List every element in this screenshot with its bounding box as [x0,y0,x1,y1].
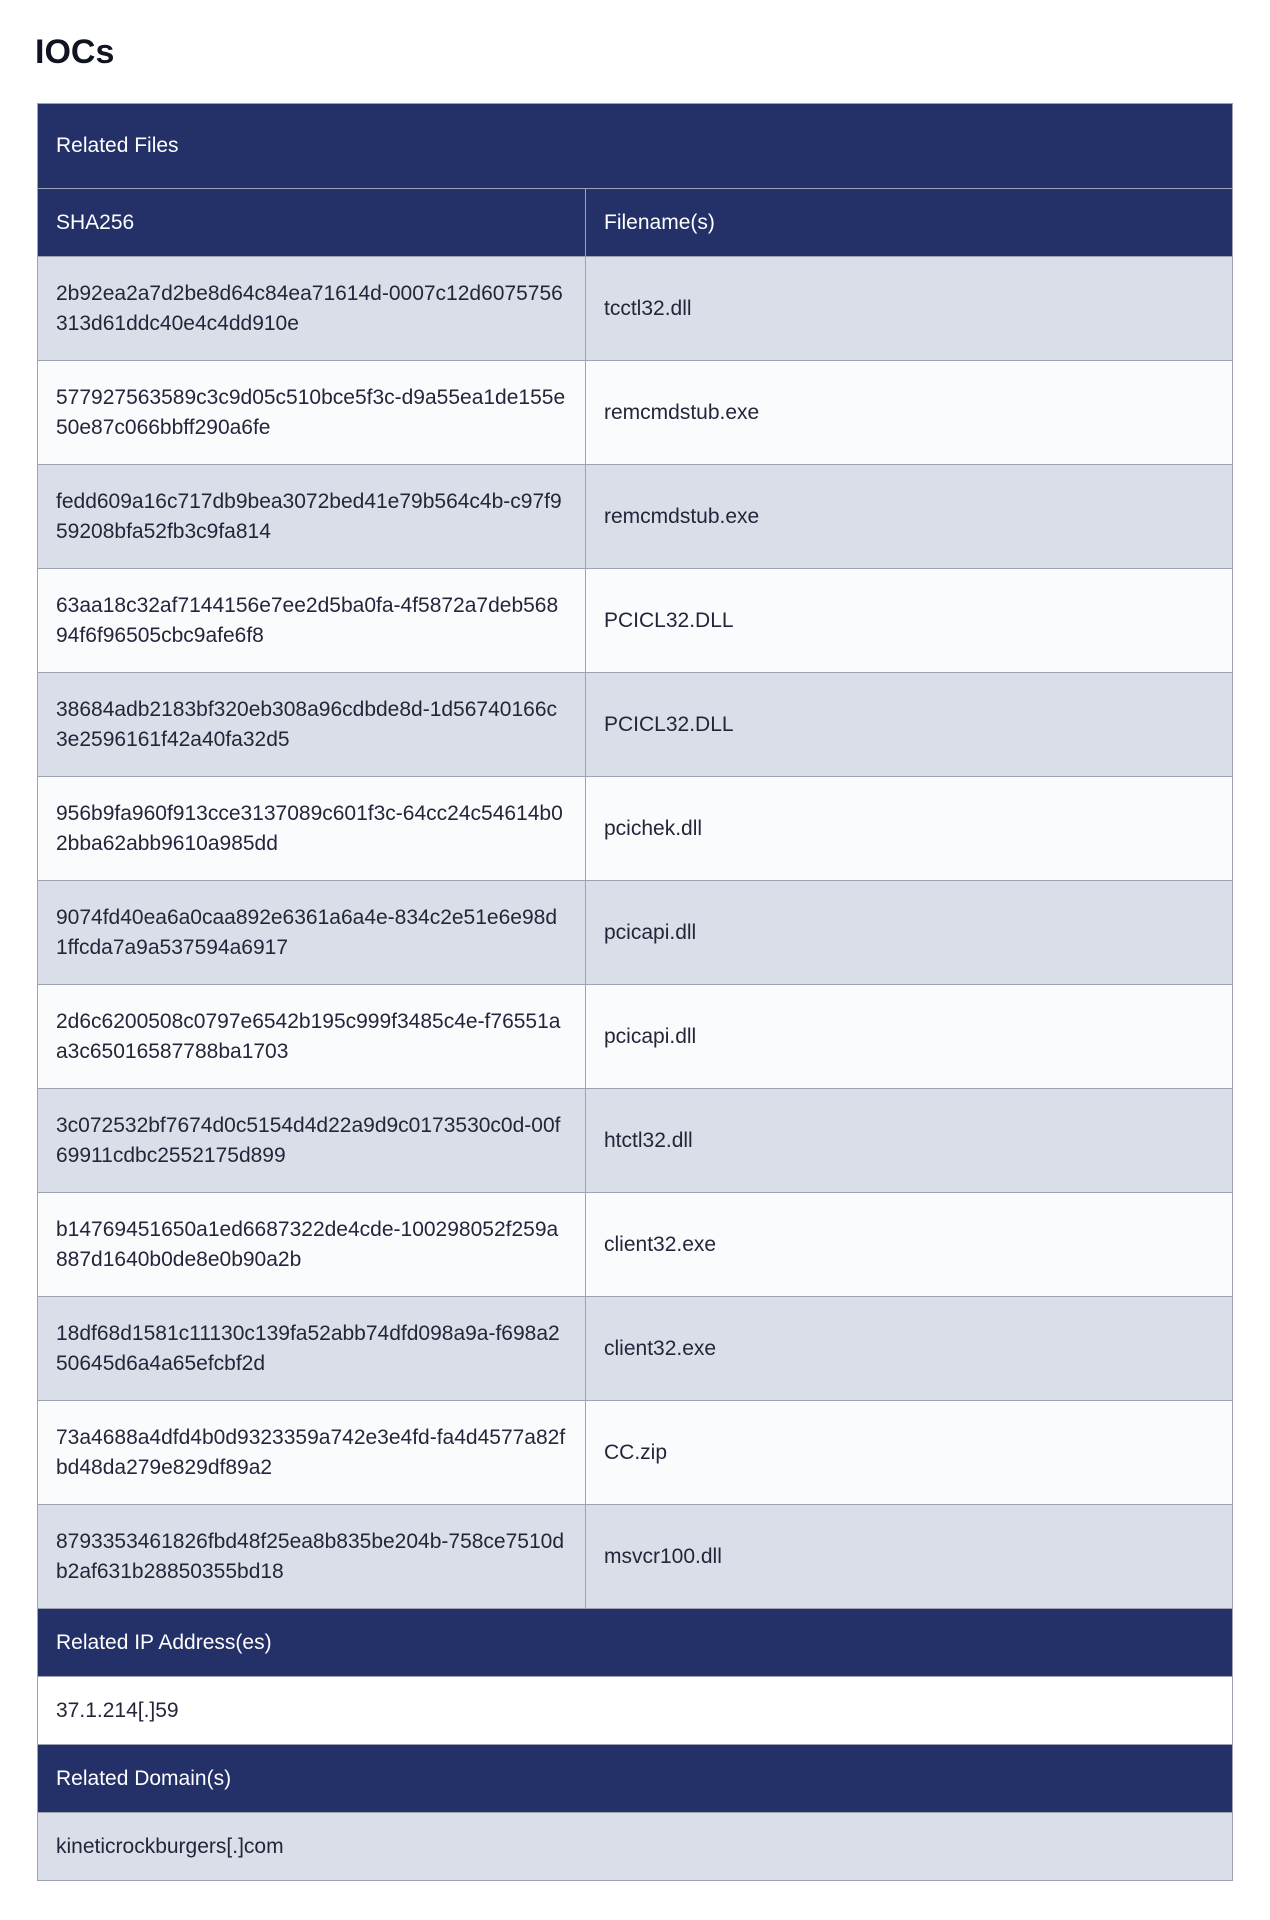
sha256-cell: 38684adb2183bf320eb308a96cdbde8d-1d56740166c3e2596161f42a40fa32d5 [38,673,586,777]
related-domains-header-row [38,1745,1233,1813]
related-ips-header-row [38,1609,1233,1677]
page-title: IOCs [35,33,115,71]
filename-cell: htctl32.dll [586,1089,1233,1193]
ioc-table [37,103,1233,1881]
filename-cell: tcctl32.dll [586,257,1233,361]
table-row [38,569,1233,673]
sha256-cell: 3c072532bf7674d0c5154d4d22a9d9c0173530c0d-00f69911cdbc2552175d899 [38,1089,586,1193]
sha256-cell: 63aa18c32af7144156e7ee2d5ba0fa-4f5872a7deb56894f6f96505cbc9afe6f8 [38,569,586,673]
filename-cell: remcmdstub.exe [586,361,1233,465]
related-files-header-row [38,104,1233,189]
table-row [38,985,1233,1089]
table-row [38,1193,1233,1297]
ip-row [38,1677,1233,1745]
table-row [38,777,1233,881]
filename-cell: PCICL32.DLL [586,673,1233,777]
related-ips-header: Related IP Address(es) [38,1609,1233,1677]
filename-cell: pcichek.dll [586,777,1233,881]
sha256-cell: 577927563589c3c9d05c510bce5f3c-d9a55ea1de155e50e87c066bbff290a6fe [38,361,586,465]
filename-cell: PCICL32.DLL [586,569,1233,673]
filename-cell: client32.exe [586,1297,1233,1401]
filename-cell: CC.zip [586,1401,1233,1505]
filename-cell: client32.exe [586,1193,1233,1297]
sha256-cell: b14769451650a1ed6687322de4cde-100298052f259a887d1640b0de8e0b90a2b [38,1193,586,1297]
sha256-cell: 73a4688a4dfd4b0d9323359a742e3e4fd-fa4d4577a82fbd48da279e829df89a2 [38,1401,586,1505]
table-row [38,257,1233,361]
column-header-row [38,189,1233,257]
sha256-cell: 2b92ea2a7d2be8d64c84ea71614d-0007c12d6075756313d61ddc40e4c4dd910e [38,257,586,361]
table-row [38,1089,1233,1193]
sha256-cell: 956b9fa960f913cce3137089c601f3c-64cc24c54614b02bba62abb9610a985dd [38,777,586,881]
filenames-column-header: Filename(s) [586,189,1233,257]
filename-cell: remcmdstub.exe [586,465,1233,569]
related-domains-header: Related Domain(s) [38,1745,1233,1813]
sha256-column-header: SHA256 [38,189,586,257]
table-row [38,1505,1233,1609]
sha256-cell: 18df68d1581c11130c139fa52abb74dfd098a9a-f698a250645d6a4a65efcbf2d [38,1297,586,1401]
domain-value: kineticrockburgers[.]com [38,1813,1233,1881]
table-row [38,465,1233,569]
table-row [38,881,1233,985]
table-row [38,361,1233,465]
table-row [38,1297,1233,1401]
domain-row [38,1813,1233,1881]
sha256-cell: 9074fd40ea6a0caa892e6361a6a4e-834c2e51e6e98d1ffcda7a9a537594a6917 [38,881,586,985]
filename-cell: msvcr100.dll [586,1505,1233,1609]
ip-address: 37.1.214[.]59 [38,1677,1233,1745]
table-row [38,673,1233,777]
sha256-cell: 2d6c6200508c0797e6542b195c999f3485c4e-f76551aa3c65016587788ba1703 [38,985,586,1089]
filename-cell: pcicapi.dll [586,985,1233,1089]
sha256-cell: 8793353461826fbd48f25ea8b835be204b-758ce7510db2af631b28850355bd18 [38,1505,586,1609]
sha256-cell: fedd609a16c717db9bea3072bed41e79b564c4b-c97f959208bfa52fb3c9fa814 [38,465,586,569]
filename-cell: pcicapi.dll [586,881,1233,985]
table-row [38,1401,1233,1505]
related-files-header: Related Files [38,104,1233,189]
